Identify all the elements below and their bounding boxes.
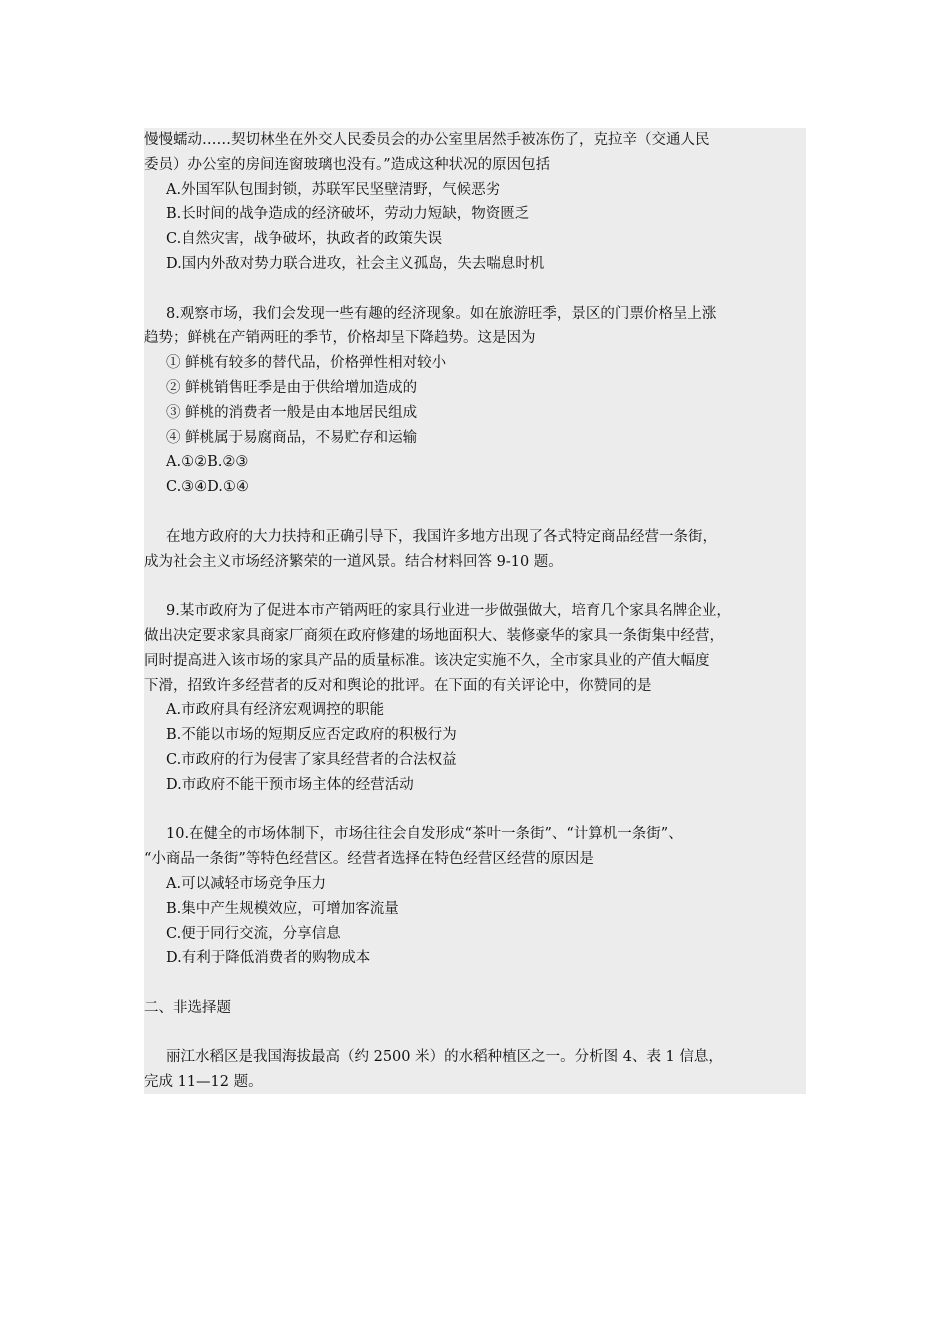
option-a: A.可以减轻市场竞争压力 — [166, 875, 327, 892]
option-d: D.市政府不能干预市场主体的经营活动 — [166, 776, 414, 793]
section-heading: 二、非选择题 — [144, 999, 231, 1016]
option-a: A.外国军队包围封锁，苏联军民坚壁清野，气候恶劣 — [166, 181, 501, 198]
option-ab: A.①②B.②③ — [166, 454, 249, 471]
statement-item: ③ 鲜桃的消费者一般是由本地居民组成 — [166, 404, 418, 421]
question-8-block — [144, 302, 806, 500]
material-text-line: 成为社会主义市场经济繁荣的一道风景。结合材料回答 9-10 题。 — [144, 553, 563, 570]
statement-item: ① 鲜桃有较多的替代品，价格弹性相对较小 — [166, 355, 447, 372]
material-11-12-block — [144, 1045, 806, 1095]
material-9-10-block — [144, 525, 806, 575]
option-d: D.有利于降低消费者的购物成本 — [166, 950, 371, 967]
question-text-line: 10.在健全的市场体制下，市场往往会自发形成“茶叶一条街”、“计算机一条街”、 — [166, 826, 683, 843]
question-7-block — [144, 128, 806, 277]
option-a: A.市政府具有经济宏观调控的职能 — [166, 702, 385, 719]
option-b: B.不能以市场的短期反应否定政府的积极行为 — [166, 727, 457, 744]
question-9-block — [144, 599, 806, 797]
option-b: B.集中产生规模效应，可增加客流量 — [166, 900, 399, 917]
statement-item: ④ 鲜桃属于易腐商品，不易贮存和运输 — [166, 429, 418, 446]
question-text-line: 下滑，招致许多经营者的反对和舆论的批评。在下面的有关评论中，你赞同的是 — [144, 677, 652, 694]
option-cd: C.③④D.①④ — [166, 479, 249, 496]
question-text-line: 趋势；鲜桃在产销两旺的季节，价格却呈下降趋势。这是因为 — [144, 330, 536, 347]
question-text-line: 做出决定要求家具商家厂商须在政府修建的场地面积大、装修豪华的家具一条街集中经营， — [144, 627, 724, 644]
question-text-line: 同时提高进入该市场的家具产品的质量标准。该决定实施不久，全市家具业的产值大幅度 — [144, 652, 710, 669]
document-page — [144, 128, 806, 1094]
option-c: C.自然灾害，战争破坏，执政者的政策失误 — [166, 231, 443, 248]
material-text-line: 在地方政府的大力扶持和正确引导下，我国许多地方出现了各式特定商品经营一条街， — [166, 528, 717, 545]
question-text-line: 9.某市政府为了促进本市产销两旺的家具行业进一步做强做大，培育几个家具名牌企业， — [166, 603, 731, 620]
question-text-line: 8.观察市场，我们会发现一些有趣的经济现象。如在旅游旺季，景区的门票价格呈上涨 — [166, 305, 717, 322]
question-10-block — [144, 822, 806, 971]
option-d: D.国内外敌对势力联合进攻，社会主义孤岛，失去喘息时机 — [166, 255, 545, 272]
question-text-line: 慢慢蠕动……契切林坐在外交人民委员会的办公室里居然手被冻伤了，克拉辛（交通人民 — [144, 132, 710, 148]
material-text-line: 完成 11—12 题。 — [144, 1074, 263, 1091]
statement-item: ② 鲜桃销售旺季是由于供给增加造成的 — [166, 379, 418, 396]
option-c: C.便于同行交流，分享信息 — [166, 925, 341, 942]
question-text-line: 委员）办公室的房间连窗玻璃也没有。”造成这种状况的原因包括 — [144, 156, 551, 173]
material-text-line: 丽江水稻区是我国海拔最高（约 2500 米）的水稻种植区之一。分析图 4、表 1 信息， — [166, 1049, 723, 1066]
option-b: B.长时间的战争造成的经济破坏，劳动力短缺，物资匮乏 — [166, 206, 530, 223]
option-c: C.市政府的行为侵害了家具经营者的合法权益 — [166, 751, 457, 768]
question-text-line: “小商品一条街”等特色经营区。经营者选择在特色经营区经营的原因是 — [144, 851, 594, 868]
